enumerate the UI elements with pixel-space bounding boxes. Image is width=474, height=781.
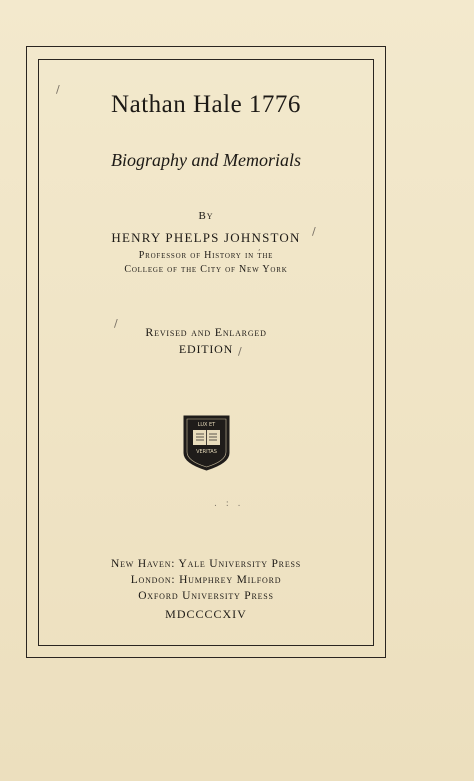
- book-title: Nathan Hale 1776: [111, 91, 301, 118]
- author-name: HENRY PHELPS JOHNSTON: [111, 230, 301, 245]
- author-position-line-2: College of the City of New York: [124, 264, 288, 275]
- publisher-line-3: Oxford University Press: [138, 590, 274, 602]
- edition-line-2: EDITION: [178, 342, 234, 356]
- yale-seal-icon: [183, 415, 230, 471]
- publication-year: MDCCCCXIV: [165, 607, 247, 621]
- pencil-mark: /: [56, 83, 60, 96]
- svg-text:LUX ET: LUX ET: [197, 422, 216, 428]
- book-subtitle: Biography and Memorials: [111, 150, 301, 170]
- svg-text:VERITAS: VERITAS: [196, 449, 217, 455]
- edition-line-1: Revised and Enlarged: [145, 325, 267, 339]
- pencil-mark: /: [238, 345, 242, 358]
- author-position-line-1: Professor of History in the: [138, 250, 274, 261]
- pencil-mark: . : .: [214, 499, 244, 509]
- by-label: By: [198, 210, 214, 222]
- pencil-mark: ,: [258, 243, 261, 252]
- pencil-mark: /: [114, 317, 118, 330]
- publisher-line-1: New Haven: Yale University Press: [111, 558, 301, 570]
- pencil-mark: /: [312, 225, 316, 238]
- publisher-line-2: London: Humphrey Milford: [130, 574, 282, 586]
